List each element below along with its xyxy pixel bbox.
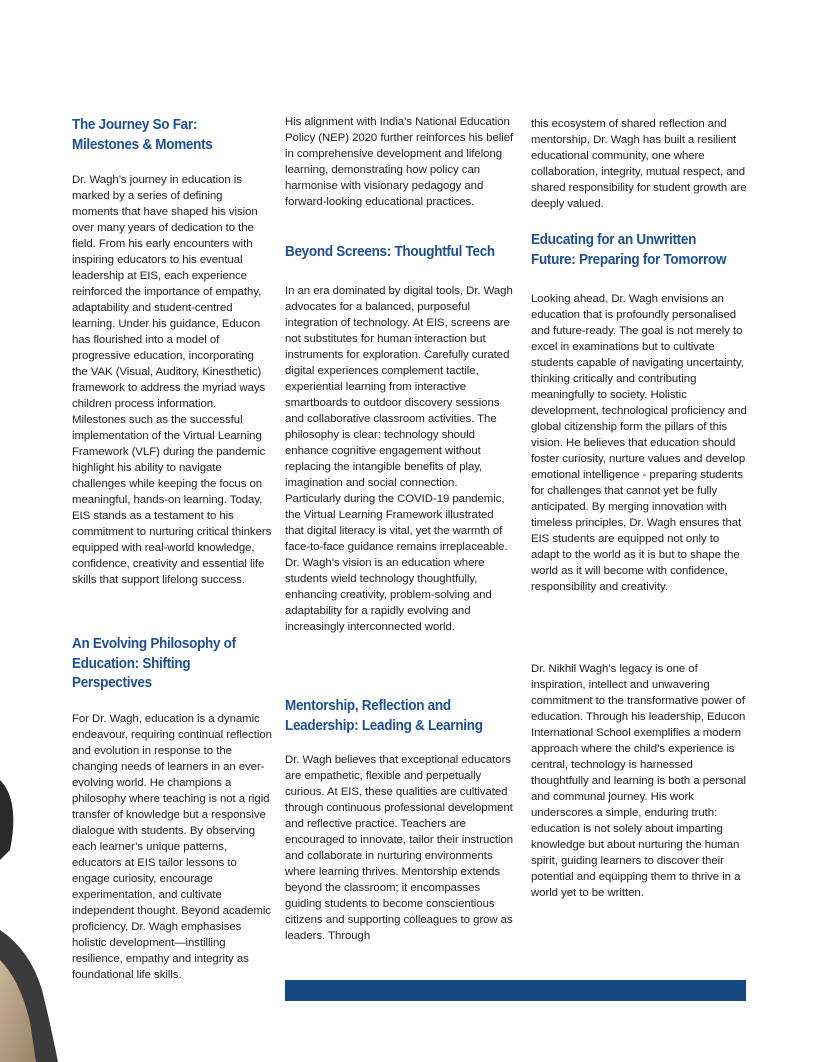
heading-journey: The Journey So Far: Milestones & Moments — [72, 117, 213, 153]
heading-future: Educating for an Unwritten Future: Preparing for Tomorrow — [531, 232, 727, 268]
paragraph-journey: Dr. Wagh’s journey in education is marked by a series of defining moments that have shaped his vision over many years of dedication to the field. From his early encounters with inspiring educators to his eventual leadership at EIS, each experience reinforced the importance of empathy, adaptability and student-centred learning. Under his guidance, Educon has flourished into a model of progressive education, incorporating the VAK (Visual, Auditory, Kinesthetic) framework to address the myriad ways children process information. Milestones such as the successful implementation of the Virtual Learning Framework (VLF) during the pandemic highlight his ability to navigate challenges while keeping the focus on meaningful, hands-on learning. Today, EIS stands as a testament to his commitment to nurturing critical thinkers equipped with real-world knowledge, confidence, creativity and essential life skills that support lifelong success. — [72, 174, 272, 586]
paragraph-beyond-screens: In an era dominated by digital tools, Dr. Wagh advocates for a balanced, purposeful integration of technology. At EIS, screens are not substitutes for human interaction but instruments for exploration. Carefully curated digital experiences complement tactile, experiential learning from interactive smartboards to outdoor discovery sessions and collaborative classroom activities. The philosophy is clear: technology should enhance cognitive engagement without replacing the intangible benefits of play, imagination and social connection. Particularly during the COVID-19 pandemic, the Virtual Learning Framework illustrated that digital literacy is vital, yet the warmth of face-to-face guidance remains irreplaceable. Dr. Wagh’s vision is an education where students wield technology thoughtfully, enhancing creativity, problem-solving and adaptability for a rapidly evolving and increasingly interconnected world. — [285, 285, 513, 633]
footer-accent-bar — [285, 980, 746, 1001]
paragraph-legacy: Dr. Nikhil Wagh’s legacy is one of inspiration, intellect and unwavering commitment to the transformative power of education. Through his leadership, Educon International School exemplifies a modern approach where the child’s experience is central, technology is harnessed thoughtfully and learning is both a personal and communal journey. His work underscores a simple, enduring truth: education is not solely about imparting knowledge but about nurturing the human spirit, guiding learners to discover their potential and equipping them to thrive in a world yet to be written. — [531, 663, 747, 899]
paragraph-mentorship: Dr. Wagh believes that exceptional educators are empathetic, flexible and perpetually curious. At EIS, these qualities are cultivated through continuous professional development and reflective practice. Teachers are encouraged to innovate, tailor their instruction and collaborate in nurturing environments where learning thrives. Mentorship extends beyond the classroom; it encompasses guiding students to become conscientious citizens and supporting colleagues to grow as leaders. Through — [285, 754, 514, 942]
paragraph-ecosystem: this ecosystem of shared reflection and mentorship, Dr. Wagh has built a resilient educational community, one where collaboration, integrity, mutual respect, and shared responsibility for student growth are deeply valued. — [531, 118, 747, 210]
heading-beyond-screens: Beyond Screens: Thoughtful Tech — [285, 244, 495, 260]
heading-philosophy: An Evolving Philosophy of Education: Shifting Perspectives — [72, 636, 236, 691]
heading-mentorship: Mentorship, Reflection and Leadership: Leading & Learning — [285, 698, 483, 734]
paragraph-future: Looking ahead, Dr. Wagh envisions an education that is profoundly personalised and future-ready. The goal is not merely to excel in examinations but to cultivate students capable of navigating uncertainty, thinking critically and contributing meaningfully to society. Holistic development, technological proficiency and global citizenship form the pillars of this vision. He believes that education should foster curiosity, nurture values and develop emotional intelligence - preparing students for challenges that cannot yet be fully anticipated. By merging innovation with timeless principles, Dr. Wagh ensures that EIS students are equipped not only to adapt to the world as it is but to shape the world as it will become with confidence, responsibility and creativity. — [531, 293, 747, 593]
paragraph-nep: His alignment with India’s National Education Policy (NEP) 2020 further reinforces his belief in comprehensive development and lifelong learning, demonstrating how policy can harmonise with visionary pedagogy and forward-looking educational practices. — [285, 116, 514, 208]
paragraph-philosophy: For Dr. Wagh, education is a dynamic endeavour, requiring continual reflection and evolution in response to the changing needs of learners in an ever-evolving world. He champions a philosophy where teaching is not a rigid transfer of knowledge but a responsive dialogue with students. By observing each learner’s unique patterns, educators at EIS tailor lessons to engage curiosity, encourage experimentation, and cultivate independent thought. Beyond academic proficiency, Dr. Wagh emphasises holistic development—instilling resilience, empathy and integrity as foundational life skills. — [72, 713, 272, 981]
portrait-photo-edge — [0, 760, 60, 1062]
